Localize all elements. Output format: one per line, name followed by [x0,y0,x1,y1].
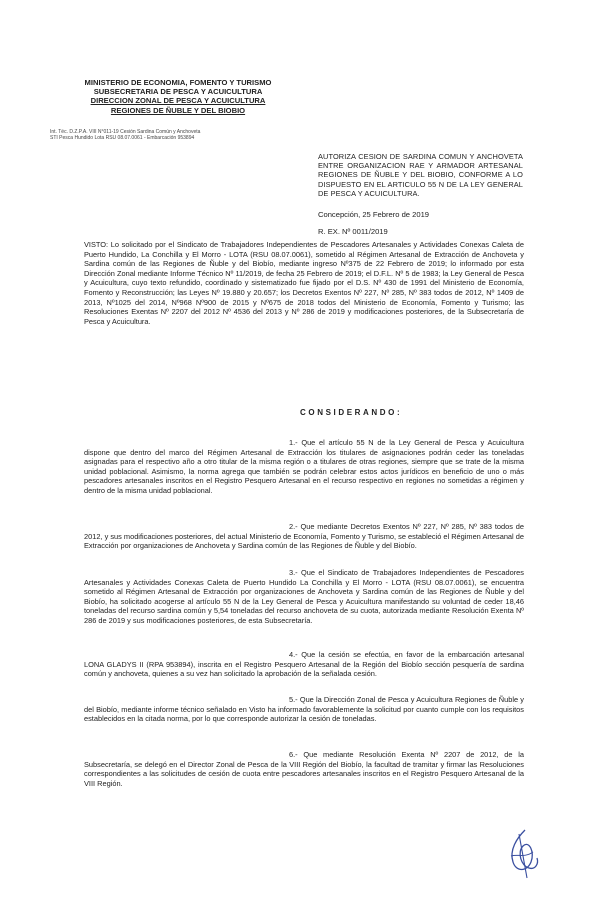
zonal-direction-name: DIRECCION ZONAL DE PESCA Y ACUICULTURA [90,96,266,106]
letterhead [78,78,278,115]
reference-line-1: Int. Téc. D.Z.P.A. VIII N°011-19 Cesión Sardina Común y Anchoveta [50,129,201,135]
visto-paragraph: VISTO: Lo solicitado por el Sindicato de Trabajadores Independientes de Pescadores Artesanales y Actividades Conexas Caleta de Puerto Hundido, La Conchilla y El Morro - LOTA (RSU 08.07.0061), sometido al Régimen Artesanal de Extracción de Anchoveta y Sardina común de las Regiones de Ñuble y del Biobío, mediante ingreso Nº375 de 22 Febrero de 2019; lo informado por esta Dirección Zonal mediante Informe Técnico Nº 11/2019, de fecha 25 Febrero de 2019; el D.F.L. Nº 5 de 1983; la Ley General de Pesca y Acuicultura, cuyo texto refundido, coordinado y sistematizado fue fijado por el D.S. Nº 430 de 1991 del Ministerio de Economía, Fomento y Reconstrucción; las Leyes Nº 19.880 y 20.657; los Decretos Exentos Nº 227, Nº 285, Nº 383 todos de 2012, Nº 1409 de 2013, Nº1025 del 2014, Nº968 Nº900 de 2015 y Nº675 de 2018 todos del Ministerio de Economía, Fomento y Turismo; las Resoluciones Exentas Nº 2207 del 2012 Nº 4536 del 2013 y Nº 286 de 2019 y modificaciones posteriores, de la Subsecretaría de Pesca y Acuicultura. [84,240,524,326]
resolution-subject: AUTORIZA CESION DE SARDINA COMUN Y ANCHOVETA ENTRE ORGANIZACION RAE Y ARMADOR ARTESANAL REGIONES DE ÑUBLE Y DEL BIOBIO, CONFORME A LO DISPUESTO EN EL ARTICULO 55 N DE LA LEY GENERAL DE PESCA Y ACUICULTURA. [318,152,523,198]
reference-notes [50,129,290,142]
ministry-name: MINISTERIO DE ECONOMIA, FOMENTO Y TURISMO [84,78,272,87]
regions-name: REGIONES DE ÑUBLE Y DEL BIOBIO [110,105,246,115]
consideration-1: 1.- Que el artículo 55 N de la Ley General de Pesca y Acuicultura dispone que dentro del marco del Régimen Artesanal de Extracción los titulares de asignaciones podrán ceder las toneladas asignadas para el respectivo año a otro titular de la misma región o a titulares de otras regiones, siempre que se trate de la misma unidad poblacional. Asimismo, la norma agrega que también se podrán celebrar estos actos jurídicos en beneficio de uno o más pescadores artesanales inscritos en el Registro Pesquero Artesanal en el recurso respectivo en regiones no sometidas a régimen y dentro de la misma unidad poblacional. [84,438,524,495]
consideration-3: 3.- Que el Sindicato de Trabajadores Independientes de Pescadores Artesanales y Actividades Conexas Caleta de Puerto Hundido La Conchilla y El Morro - LOTA (RSU 08.07.0061), se encuentra sometido al Régimen Artesanal de Extracción por organizaciones de Anchoveta y Sardina común de las Regiones de Ñuble y del Biobío, ha solicitado acogerse al artículo 55 N de la Ley General de Pesca y Acuicultura manifestando su voluntad de ceder 18,46 toneladas del recurso sardina común y 5,54 toneladas del recurso anchoveta de su cuota, autorizada mediante Resolución Exenta Nº 286 de 2019 y sus modificaciones posteriores, de esta Subsecretaría. [84,568,524,625]
undersecretary-name: SUBSECRETARIA DE PESCA Y ACUICULTURA [93,87,263,97]
consideration-4: 4.- Que la cesión se efectúa, en favor de la embarcación artesanal LONA GLADYS II (RPA 953894), inscrita en el Registro Pesquero Artesanal de la Región del Biobío sección pesquería de sardina común y anchoveta, quienes a su vez han solicitado la aprobación de la señalada cesión. [84,650,524,679]
consideration-2: 2.- Que mediante Decretos Exentos Nº 227, Nº 285, Nº 383 todos de 2012, y sus modificaciones posteriores, del actual Ministerio de Economía, Fomento y Turismo, se estableció el Régimen Artesanal de Extracción por organizaciones de Anchoveta y Sardina común de las Regiones de Ñuble y del Biobío. [84,522,524,551]
place-and-date: Concepción, 25 Febrero de 2019 [318,210,430,219]
consideration-6: 6.- Que mediante Resolución Exenta Nº 2207 de 2012, de la Subsecretaría, se delegó en el Director Zonal de Pesca de la VIII Región del Biobío, la facultad de tramitar y firmar las Resoluciones correspondientes a las solicitudes de cesión de cuota entre pescadores artesanales inscritos en el Registro Pesquero Artesanal de la VIII Región. [84,750,524,788]
consideration-5: 5.- Que la Dirección Zonal de Pesca y Acuicultura Regiones de Ñuble y del Biobío, mediante informe técnico señalado en Visto ha informado favorablemente la solicitud por cuanto cumple con los requisitos establecidos en la citada norma, por lo que corresponde autorizar la cesión de toneladas. [84,695,524,724]
signature-mark [503,828,543,880]
considering-heading: CONSIDERANDO: [300,408,403,417]
resolution-number: R. EX. Nº 0011/2019 [318,227,388,236]
reference-line-2: STI Pesca Hundido Lota RSU 08.07.0061 - Embarcación 953894 [50,135,195,142]
